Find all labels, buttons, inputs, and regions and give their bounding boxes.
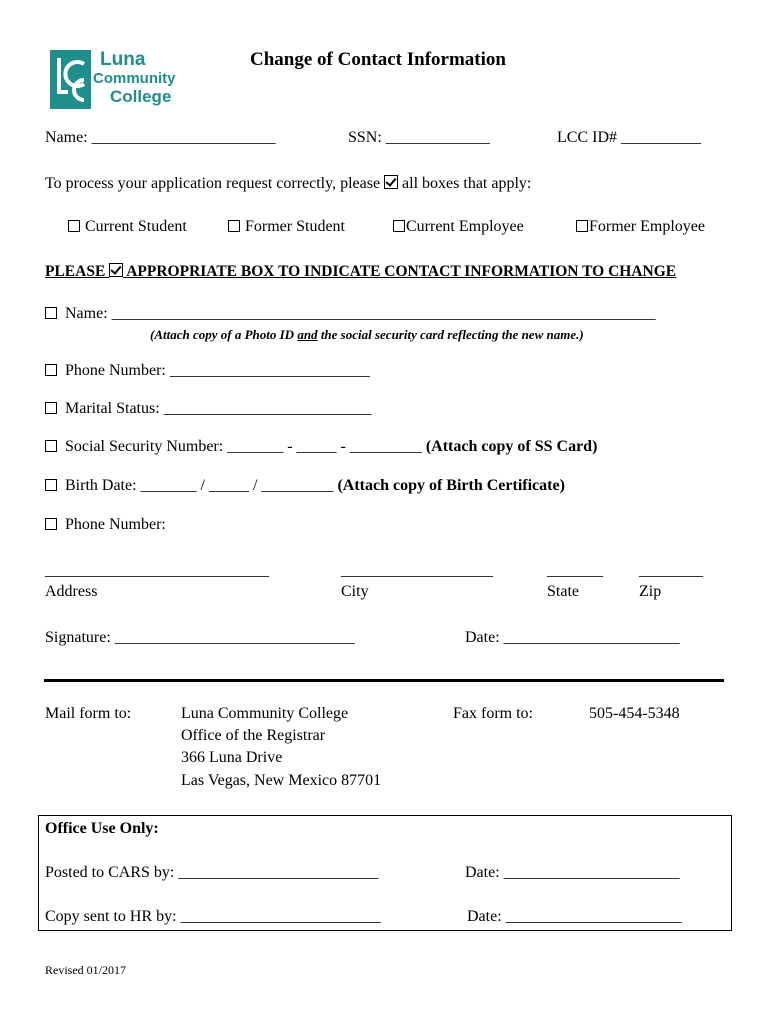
- college-logo-mark: [50, 50, 91, 109]
- birth-attachment-note: (Attach copy of Birth Certificate): [337, 477, 565, 494]
- please-text-before: PLEASE: [45, 263, 106, 280]
- section-divider: [44, 679, 724, 682]
- change-birth-row[interactable]: [45, 478, 565, 494]
- please-heading: [45, 263, 676, 280]
- former-employee-option[interactable]: [576, 219, 705, 235]
- posted-to-cars-field[interactable]: Posted to CARS by: _________________________: [45, 864, 379, 881]
- instruction-text-before: To process your application request correctly, please: [45, 175, 381, 192]
- change-name-row[interactable]: [45, 306, 656, 322]
- former-student-option[interactable]: [228, 219, 345, 235]
- city-line[interactable]: ___________________: [341, 562, 493, 579]
- signature-date-field[interactable]: Date: ______________________: [465, 629, 680, 646]
- checked-box-icon: [109, 263, 123, 277]
- current-employee-option[interactable]: [393, 219, 524, 235]
- change-marital-label: Marital Status: __________________________: [65, 400, 372, 417]
- change-phone2-label: Phone Number:: [65, 516, 166, 533]
- checkbox-icon[interactable]: [45, 364, 57, 376]
- mail-address-line-1: Luna Community College: [181, 705, 349, 722]
- checkbox-icon[interactable]: [45, 479, 57, 491]
- name-attachment-note: [150, 328, 584, 341]
- ssn-attachment-note: (Attach copy of SS Card): [425, 438, 598, 455]
- logo-text-college: College: [110, 87, 172, 106]
- change-ssn-row[interactable]: [45, 439, 597, 455]
- note-part-2: the social security card reflecting the new name.): [317, 327, 584, 342]
- option-label: Current Student: [85, 218, 187, 235]
- instruction-line: [45, 175, 531, 192]
- change-phone-row[interactable]: [45, 363, 370, 379]
- office-use-heading: Office Use Only:: [45, 820, 159, 837]
- mail-address-line-2: Office of the Registrar: [181, 727, 326, 744]
- checked-box-icon: [384, 175, 398, 189]
- checkbox-icon[interactable]: [576, 220, 588, 232]
- mail-label: Mail form to:: [45, 705, 132, 722]
- zip-label: Zip: [639, 583, 662, 600]
- zip-line[interactable]: ________: [639, 562, 703, 579]
- mail-address-line-3: 366 Luna Drive: [181, 749, 283, 766]
- change-name-label: Name: ____________________________________________________________________: [65, 305, 656, 322]
- copy-date-field[interactable]: Date: ______________________: [467, 908, 682, 925]
- checkbox-icon[interactable]: [45, 307, 57, 319]
- address-line[interactable]: ____________________________: [45, 562, 269, 579]
- fax-number: 505-454-5348: [589, 705, 680, 722]
- option-label: Former Student: [245, 218, 345, 235]
- mail-address-line-4: Las Vegas, New Mexico 87701: [181, 772, 382, 789]
- fax-label: Fax form to:: [453, 705, 533, 722]
- revised-date: Revised 01/2017: [45, 963, 126, 977]
- checkbox-icon[interactable]: [45, 518, 57, 530]
- note-part-1: (Attach copy of a Photo ID: [150, 327, 298, 342]
- logo-text-community: Community: [93, 70, 176, 87]
- change-phone2-row[interactable]: [45, 517, 166, 533]
- option-label: Former Employee: [589, 218, 705, 235]
- checkbox-icon[interactable]: [68, 220, 80, 232]
- checkbox-icon[interactable]: [393, 220, 405, 232]
- lcc-id-field[interactable]: LCC ID# __________: [557, 129, 701, 146]
- checkbox-icon[interactable]: [228, 220, 240, 232]
- copy-sent-to-hr-field[interactable]: Copy sent to HR by: _________________________: [45, 908, 381, 925]
- state-line[interactable]: _______: [547, 562, 603, 579]
- name-field[interactable]: Name: _______________________: [45, 129, 276, 146]
- change-marital-row[interactable]: [45, 401, 372, 417]
- please-text-after: APPROPRIATE BOX TO INDICATE CONTACT INFORMATION TO CHANGE: [126, 263, 677, 280]
- posted-date-field[interactable]: Date: ______________________: [465, 864, 680, 881]
- change-phone-label: Phone Number: _________________________: [65, 362, 370, 379]
- page-title: Change of Contact Information: [250, 49, 506, 70]
- current-student-option[interactable]: [68, 219, 187, 235]
- address-label: Address: [45, 583, 98, 600]
- logo-text-luna: Luna: [100, 49, 146, 70]
- checkbox-icon[interactable]: [45, 402, 57, 414]
- ssn-field[interactable]: SSN: _____________: [348, 129, 490, 146]
- option-label: Current Employee: [406, 218, 524, 235]
- change-ssn-label: Social Security Number: _______ - _____ - _________: [65, 438, 426, 455]
- note-and: and: [297, 327, 318, 342]
- city-label: City: [341, 583, 369, 600]
- signature-field[interactable]: Signature: ______________________________: [45, 629, 355, 646]
- state-label: State: [547, 583, 579, 600]
- checkbox-icon[interactable]: [45, 440, 57, 452]
- change-birth-label: Birth Date: _______ / _____ / _________: [65, 477, 338, 494]
- instruction-text-after: all boxes that apply:: [402, 175, 532, 192]
